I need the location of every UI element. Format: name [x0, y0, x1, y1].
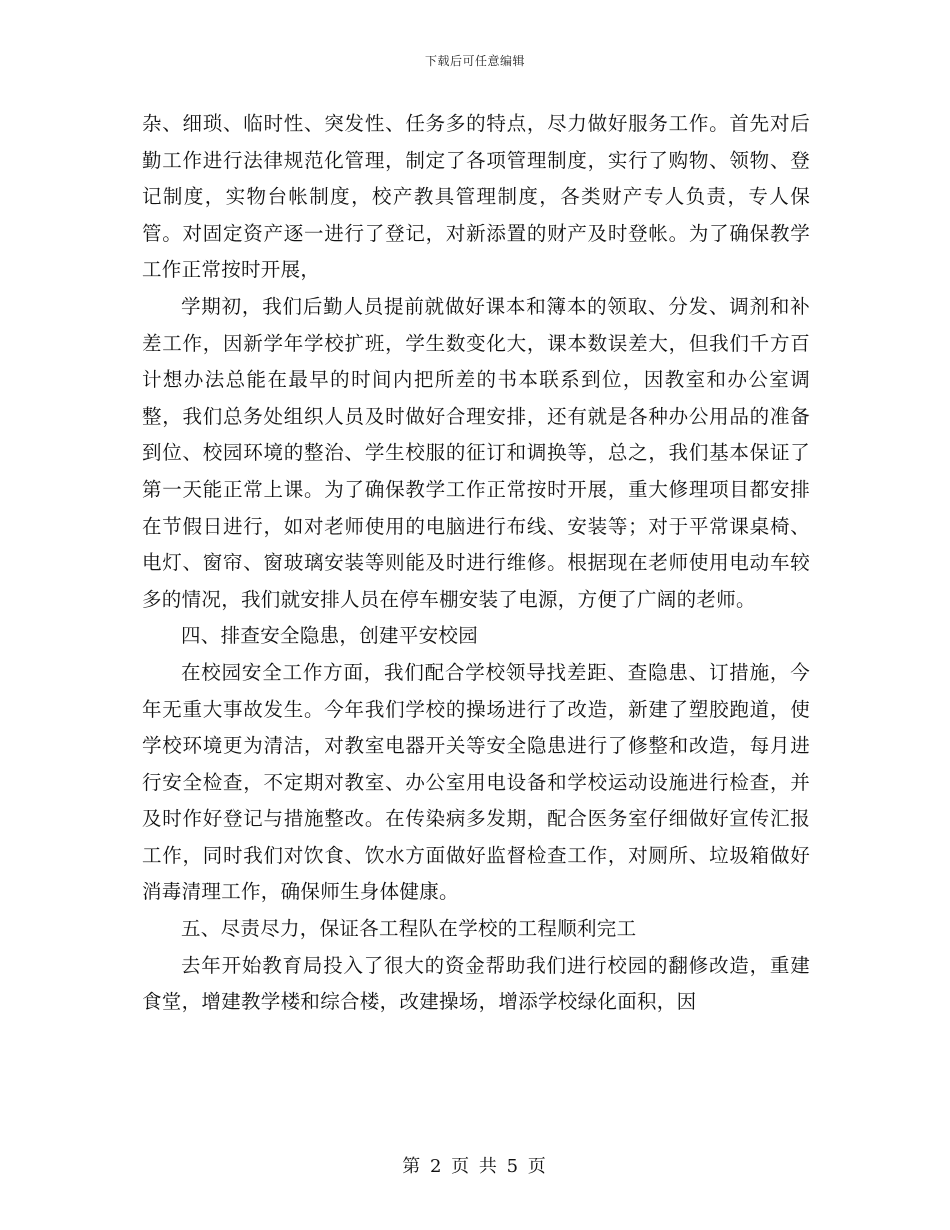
paragraph: 在校园安全工作方面，我们配合学校领导找差距、查隐患、订措施，今年无重大事故发生。今年我们学校的操场进行了改造，新建了塑胶跑道，使学校环境更为清洁，对教室电器开关等安全隐患进行了修整和改造，每月进行安全检查，不定期对教室、办公室用电设备和学校运动设施进行检查，并及时作好登记与措施整改。在传染病多发期，配合医务室仔细做好宣传汇报工作，同时我们对饮食、饮水方面做好监督检查工作，对厕所、垃圾箱做好消毒清理工作，确保师生身体健康。 [142, 660, 810, 904]
section-heading: 五、尽责尽力，保证各工程队在学校的工程顺利完工 [181, 917, 637, 941]
page-footer: 第 2 页 共 5 页 [402, 1156, 548, 1177]
document-body [142, 106, 810, 1021]
paragraph: 学期初，我们后勤人员提前就做好课本和簿本的领取、分发、调剂和补差工作，因新学年学校扩班，学生数变化大，课本数误差大，但我们千方百计想办法总能在最早的时间内把所差的书本联系到位，因教室和办公室调整，我们总务处组织人员及时做好合理安排，还有就是各种办公用品的准备到位、校园环境的整治、学生校服的征订和调换等，总之，我们基本保证了第一天能正常上课。为了确保教学工作正常按时开展，重大修理项目都安排在节假日进行，如对老师使用的电脑进行布线、安装等；对于平常课桌椅、电灯、窗帘、窗玻璃安装等则能及时进行维修。根据现在老师使用电动车较多的情况，我们就安排人员在停车棚安装了电源，方便了广阔的老师。 [142, 294, 810, 611]
paragraph: 杂、细琐、临时性、突发性、任务多的特点，尽力做好服务工作。首先对后勤工作进行法律规范化管理，制定了各项管理制度，实行了购物、领物、登记制度，实物台帐制度，校产教具管理制度，各类财产专人负责，专人保管。对固定资产逐一进行了登记，对新添置的财产及时登帐。为了确保教学工作正常按时开展， [142, 112, 810, 282]
section-heading: 四、排查安全隐患，创建平安校园 [181, 624, 479, 648]
page-header: 下载后可任意编辑 [424, 54, 525, 68]
paragraph: 去年开始教育局投入了很大的资金帮助我们进行校园的翻修改造，重建食堂，增建教学楼和综合楼，改建操场，增添学校绿化面积，因 [142, 953, 810, 1014]
